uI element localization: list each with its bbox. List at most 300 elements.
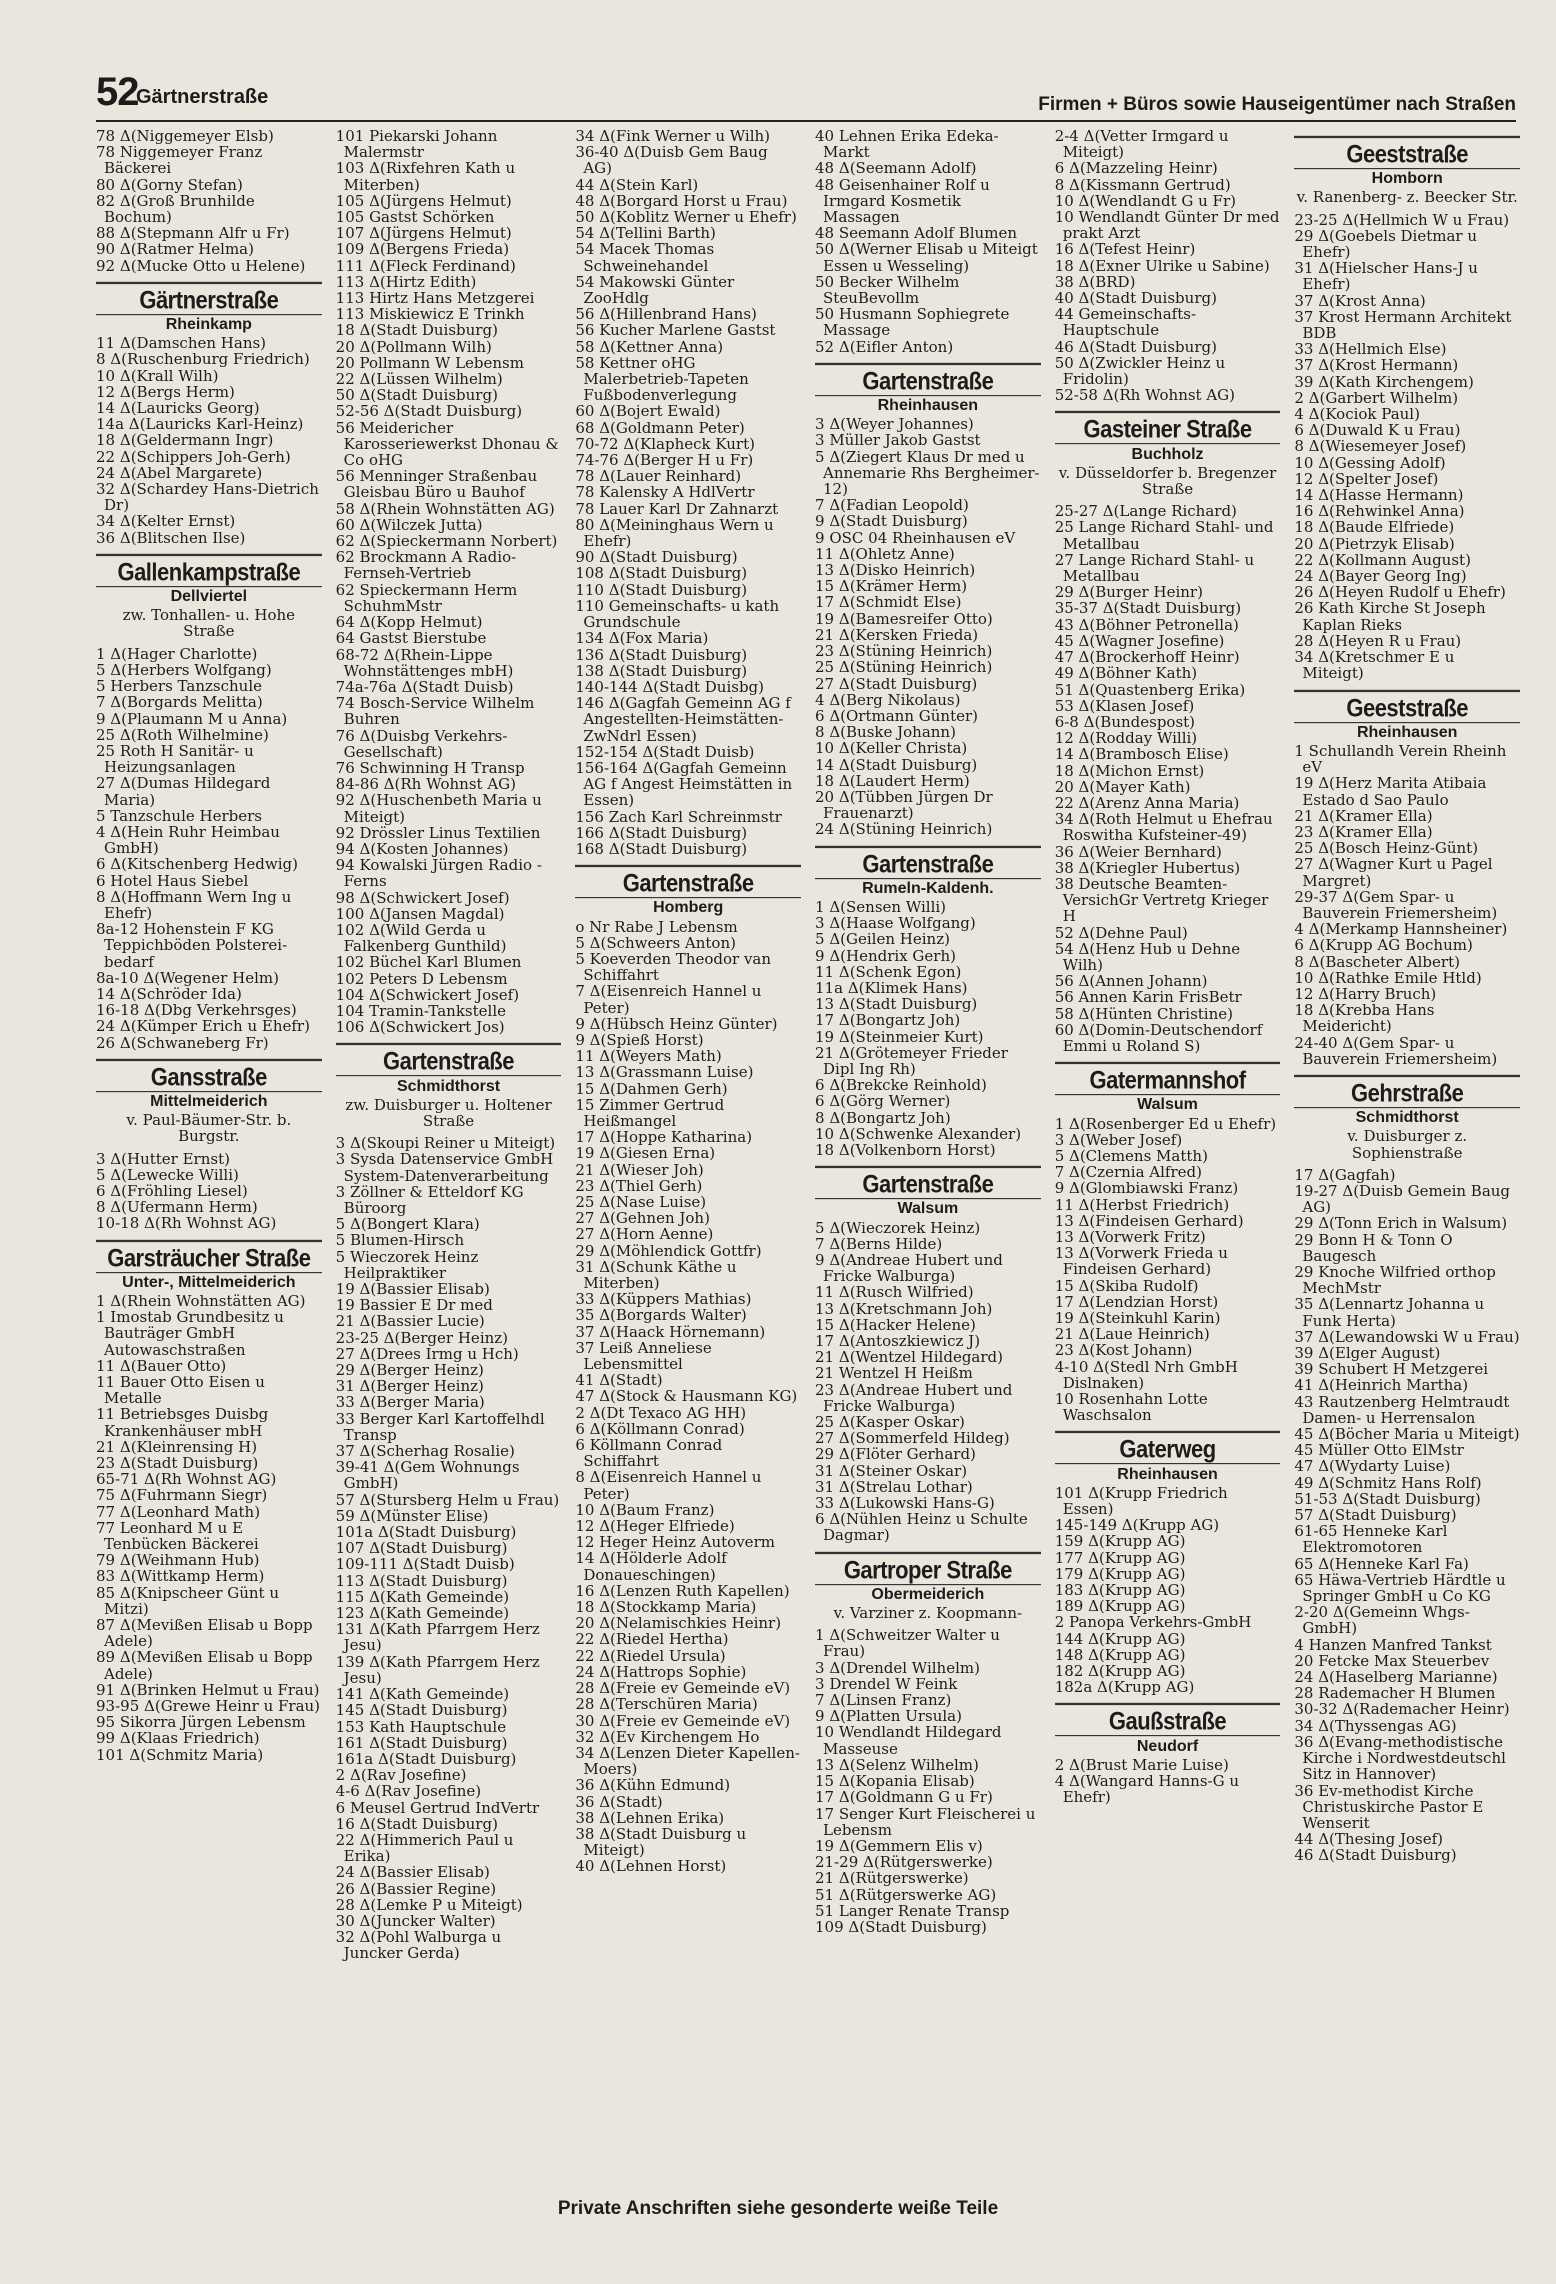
address-entry: 68 Δ(Goldmann Peter) [575, 418, 745, 437]
address-entry: 13 Δ(Vorwerk Fritz) [1054, 1228, 1206, 1246]
address-entry: 2 Δ(Brust Marie Luise) [1054, 1755, 1229, 1774]
address-entry: 60 Δ(Bojert Ewald) [575, 402, 721, 421]
address-entry: 11 Δ(Rusch Wilfried) [815, 1283, 974, 1302]
address-entry: 3 Zöllner & Etteldorf KG Büroorg [335, 1182, 524, 1217]
address-entry: 14 Δ(Hasse Hermann) [1294, 486, 1464, 505]
address-entry: 177 Δ(Krupp AG) [1054, 1548, 1186, 1567]
address-entry: 4 Δ(Kociok Paul) [1294, 405, 1420, 424]
address-entry: 37 Leiß Anneliese Lebensmittel [575, 1338, 712, 1374]
address-entry: 10-18 Δ(Rh Wohnst AG) [96, 1214, 277, 1233]
address-entry: 91 Δ(Brinken Helmut u Frau) [96, 1680, 320, 1699]
address-entry: 12 Δ(Harry Bruch) [1294, 984, 1437, 1003]
address-entry: 4 Δ(Berg Nikolaus) [815, 690, 961, 709]
address-entry: 16 Δ(Lenzen Ruth Kapellen) [575, 1581, 790, 1600]
address-entry: 24 Δ(Hattrops Sophie) [575, 1662, 747, 1681]
address-entry: 29 Δ(Flöter Gerhard) [815, 1445, 976, 1464]
address-entry: 93-95 Δ(Grewe Heinr u Frau) [96, 1697, 321, 1716]
address-entry: 21 Wentzel H Heißm [815, 1364, 973, 1383]
address-entry: 10 Δ(Gessing Adolf) [1294, 453, 1446, 472]
address-entry: 22 Δ(Riedel Hertha) [575, 1630, 729, 1649]
address-entry: 24 Δ(Haselberg Marianne) [1294, 1668, 1498, 1687]
address-entry: 10 Δ(Rathke Emile Htld) [1294, 968, 1482, 987]
address-entry: 56 Annen Karin FrisBetr [1054, 988, 1242, 1007]
address-entry: 80 Δ(Meininghaus Wern u Ehefr) [575, 515, 774, 551]
address-entry: 54 Δ(Tellini Barth) [575, 224, 716, 243]
address-entry: 49 Δ(Schmitz Hans Rolf) [1294, 1473, 1482, 1492]
address-entry: 144 Δ(Krupp AG) [1054, 1629, 1186, 1648]
address-entry: 145 Δ(Stadt Duisburg) [335, 1701, 508, 1720]
address-entry: 22 Δ(Schippers Joh-Gerh) [96, 447, 291, 466]
address-entry: 8 Δ(Bascheter Albert) [1294, 952, 1460, 971]
address-entry: 6 Δ(Fröhling Liesel) [96, 1181, 248, 1200]
address-entry: 78 Δ(Niggemeyer Elsb) [96, 128, 274, 145]
address-entry: 53 Δ(Klasen Josef) [1054, 696, 1195, 715]
address-entry: 51 Δ(Rütgerswerke AG) [815, 1885, 997, 1904]
page-header [96, 72, 1516, 122]
address-entry: 11 Δ(Schenk Egon) [815, 962, 962, 981]
address-entry: 78 Kalensky A HdlVertr [575, 483, 755, 502]
address-entry: 5 Δ(Geilen Heinz) [815, 930, 950, 949]
address-entry: 103 Δ(Rixfehren Kath u Miterben) [335, 159, 516, 194]
street-heading: Gartroper Straße [815, 1551, 1041, 1585]
address-entry: 13 Δ(Grassmann Luise) [575, 1063, 754, 1082]
address-entry: 20 Fetcke Max Steuerbev [1294, 1651, 1490, 1670]
address-entry: 101 Δ(Schmitz Maria) [96, 1745, 264, 1764]
address-entry: 38 Deutsche Beamten-VersichGr Vertretg Krieger H [1054, 874, 1269, 926]
address-entry: 39 Δ(Kath Kirchengem) [1294, 372, 1474, 391]
address-entry: 10 Wendlandt Hildegard Masseuse [815, 1723, 1002, 1758]
street-heading: Geeststraße [1294, 689, 1520, 723]
address-entry: 105 Δ(Jürgens Helmut) [335, 191, 512, 210]
address-entry: 18 Δ(Laudert Herm) [815, 771, 970, 790]
address-entry: 34 Δ(Thyssengas AG) [1294, 1716, 1457, 1735]
street-range-note: v. Duisburger z. Sophienstraße [1347, 1127, 1468, 1162]
address-entry: 9 Δ(Plaumann M u Anna) [96, 709, 288, 728]
address-entry: 31 Δ(Steiner Oskar) [815, 1461, 968, 1480]
address-entry: 156 Zach Karl Schreinmstr [575, 807, 782, 826]
address-entry: 18 Δ(Stockkamp Maria) [575, 1598, 757, 1617]
address-entry: 27 Δ(Drees Irmg u Hch) [335, 1344, 519, 1363]
address-entry: 32 Δ(Schardey Hans-Dietrich Dr) [96, 480, 319, 515]
address-entry: 11 Bauer Otto Eisen u Metalle [96, 1373, 265, 1408]
address-entry: 25 Δ(Bosch Heinz-Günt) [1294, 839, 1479, 858]
address-entry: 35-37 Δ(Stadt Duisburg) [1054, 599, 1242, 618]
address-entry: 40 Δ(Lehnen Horst) [575, 1857, 727, 1876]
address-entry: 113 Hirtz Hans Metzgerei [335, 289, 535, 308]
address-entry: 20 Δ(Tübben Jürgen Dr Frauenarzt) [815, 787, 993, 823]
column-6 [1294, 128, 1520, 2188]
address-entry: 6-8 Δ(Bundespost) [1054, 712, 1196, 731]
address-entry: 18 Δ(Baude Elfriede) [1294, 518, 1455, 537]
street-heading: Gartenstraße [815, 845, 1041, 879]
address-entry: 98 Δ(Schwickert Josef) [335, 888, 510, 907]
address-entry: 47 Δ(Wydarty Luise) [1294, 1457, 1451, 1476]
address-entry: 107 Δ(Jürgens Helmut) [335, 224, 512, 243]
address-entry: 6 Δ(Krupp AG Bochum) [1294, 936, 1473, 955]
address-entry: 6 Δ(Mazzeling Heinr) [1054, 159, 1218, 178]
address-entry: 16 Δ(Stadt Duisburg) [335, 1814, 498, 1833]
address-entry: 8a-10 Δ(Wegener Helm) [96, 968, 279, 987]
address-entry: 20 Pollmann W Lebensm [335, 353, 524, 372]
address-entry: 5 Wieczorek Heinz Heilpraktiker [335, 1247, 479, 1282]
address-entry: 11 Δ(Damschen Hans) [96, 334, 267, 353]
address-entry: 10 Wendlandt Günter Dr med prakt Arzt [1054, 208, 1280, 243]
page-number: 52 [96, 70, 139, 114]
address-entry: 57 Δ(Stursberg Helm u Frau) [335, 1490, 560, 1509]
address-entry: 74-76 Δ(Berger H u Fr) [575, 451, 754, 470]
address-entry: 17 Senger Kurt Fleischerei u Lebensm [815, 1804, 1036, 1839]
address-entry: 8 Δ(Ruschenburg Friedrich) [96, 350, 310, 369]
address-entry: 10 Rosenhahn Lotte Waschsalon [1054, 1390, 1208, 1425]
address-entry: 10 Δ(Baum Franz) [575, 1500, 715, 1519]
address-entry: 2-4 Δ(Vetter Irmgard u Miteigt) [1054, 128, 1229, 162]
address-entry: 14 Δ(Brambosch Elise) [1054, 745, 1229, 764]
address-entry: 21 Δ(Wentzel Hildegard) [815, 1348, 1003, 1367]
address-entry: 12 Heger Heinz Autoverm [575, 1533, 775, 1552]
address-entry: 44 Δ(Thesing Josef) [1294, 1830, 1443, 1849]
address-entry: 11 Δ(Herbst Friedrich) [1054, 1195, 1230, 1214]
address-entry: 179 Δ(Krupp AG) [1054, 1564, 1186, 1583]
address-entry: 21 Δ(Kersken Frieda) [815, 625, 979, 644]
address-entry: 8 Δ(Eisenreich Hannel u Peter) [575, 1468, 762, 1503]
address-entry: 3 Sysda Datenservice GmbH System-Datenverarbeitung [335, 1150, 554, 1185]
address-entry: 27 Δ(Gehnen Joh) [575, 1209, 710, 1228]
address-entry: 59 Δ(Münster Elise) [335, 1506, 489, 1525]
address-entry: 76 Δ(Duisbg Verkehrs-Gesellschaft) [335, 726, 508, 761]
running-head-title: Firmen + Büros sowie Hauseigentümer nach Straßen [1038, 94, 1516, 115]
address-entry: 29 Δ(Tonn Erich in Walsum) [1294, 1214, 1508, 1233]
address-entry: 14 Δ(Stadt Duisburg) [815, 755, 978, 774]
address-entry: 56 Meidericher Karosseriewerkst Dhonau & Co oHG [335, 418, 559, 470]
address-entry: 34 Δ(Roth Helmut u Ehefrau Roswitha Kufsteiner-49) [1054, 810, 1273, 845]
address-entry: 5 Δ(Lewecke Willi) [96, 1165, 239, 1184]
address-entry: 10 Δ(Keller Christa) [815, 739, 968, 758]
address-entry: 24 Δ(Bassier Elisab) [335, 1863, 490, 1882]
address-entry: 58 Δ(Hünten Christine) [1054, 1004, 1233, 1023]
address-entry: 8 Δ(Hoffmann Wern Ing u Ehefr) [96, 887, 292, 922]
address-entry: 6 Δ(Brekcke Reinhold) [815, 1076, 987, 1095]
street-heading: Gartenstraße [815, 1166, 1041, 1200]
address-entry: 22 Δ(Riedel Ursula) [575, 1646, 726, 1665]
address-entry: 48 Δ(Seemann Adolf) [815, 159, 977, 178]
district-heading: Obermeiderich [871, 1585, 985, 1603]
address-entry: 7 Δ(Berns Hilde) [815, 1234, 943, 1253]
address-entry: 1 Δ(Rhein Wohnstätten AG) [96, 1292, 306, 1310]
address-entry: 37 Δ(Haack Hörnemann) [575, 1322, 766, 1341]
street-heading: Gartenstraße [575, 865, 801, 899]
address-entry: 29 Δ(Goebels Dietmar u Ehefr) [1294, 226, 1478, 262]
address-entry: 77 Δ(Leonhard Math) [96, 1502, 261, 1521]
address-entry: 46 Δ(Stadt Duisburg) [1054, 337, 1217, 356]
address-entry: 1 Δ(Hager Charlotte) [96, 644, 258, 663]
address-entry: 41 Δ(Heinrich Martha) [1294, 1376, 1469, 1395]
address-entry: 31 Δ(Hielscher Hans-J u Ehefr) [1294, 259, 1478, 294]
address-entry: 5 Koeverden Theodor van Schiffahrt [575, 949, 772, 985]
address-entry: 25 Lange Richard Stahl- und Metallbau [1054, 518, 1274, 553]
address-entry: 56 Δ(Hillenbrand Hans) [575, 305, 757, 324]
address-entry: 18 Δ(Volkenborn Horst) [815, 1140, 996, 1159]
street-range-note: v. Düsseldorfer b. Bregenzer Straße [1058, 463, 1277, 499]
address-entry: 36 Ev-methodist Kirche Christuskirche Pastor E Wenserit [1294, 1781, 1484, 1832]
address-entry: 21 Δ(Wieser Joh) [575, 1160, 704, 1179]
address-entry: 19 Δ(Herz Marita Atibaia Estado d Sao Paulo [1294, 774, 1487, 809]
address-entry: 28 Rademacher H Blumen [1294, 1684, 1496, 1703]
address-entry: 5 Blumen-Hirsch [335, 1231, 465, 1250]
address-entry: 15 Δ(Kopania Elisab) [815, 1772, 975, 1791]
address-entry: 77 Leonhard M u E Tenbücken Bäckerei [96, 1518, 259, 1554]
address-entry: 68-72 Δ(Rhein-Lippe Wohnstättenges mbH) [335, 645, 514, 680]
address-entry: 24 Δ(Bayer Georg Ing) [1294, 567, 1467, 586]
address-entry: 148 Δ(Krupp AG) [1054, 1645, 1186, 1664]
district-heading: Rheinhausen [1117, 1465, 1218, 1483]
street-heading: Gasteiner Straße [1055, 411, 1281, 445]
address-entry: 110 Gemeinschafts- u kath Grundschule [575, 596, 780, 632]
street-range-note: v. Paul-Bäumer-Str. b. Burgstr. [126, 1111, 292, 1146]
address-entry: 9 Δ(Andreae Hubert und Fricke Walburga) [815, 1251, 1003, 1286]
address-entry: 50 Δ(Werner Elisab u Miteigt Essen u Wesseling) [815, 240, 1038, 275]
district-heading: Homberg [653, 899, 724, 917]
address-entry: 3 Δ(Weber Josef) [1054, 1130, 1183, 1149]
address-entry: 13 Δ(Findeisen Gerhard) [1054, 1211, 1244, 1230]
address-entry: 65-71 Δ(Rh Wohnst AG) [96, 1470, 277, 1489]
column-3 [575, 128, 801, 2188]
address-entry: 35 Δ(Borgards Walter) [575, 1306, 747, 1325]
address-entry: 108 Δ(Stadt Duisburg) [575, 564, 748, 583]
address-entry: 76 Schwinning H Transp [335, 758, 525, 777]
address-entry: 109 Δ(Stadt Duisburg) [815, 1917, 987, 1936]
address-entry: 64 Δ(Kopp Helmut) [335, 613, 483, 632]
address-entry: 17 Δ(Hoppe Katharina) [575, 1128, 753, 1147]
address-entry: 22 Δ(Himmerich Paul u Erika) [335, 1830, 514, 1866]
address-entry: 25-27 Δ(Lange Richard) [1054, 502, 1237, 521]
address-entry: 17 Δ(Gagfah) [1294, 1165, 1396, 1184]
address-entry: 52-56 Δ(Stadt Duisburg) [335, 402, 523, 421]
address-entry: 14 Δ(Schröder Ida) [96, 984, 242, 1003]
address-entry: 23 Δ(Stüning Heinrich) [815, 642, 993, 661]
address-entry: 21 Δ(Rütgerswerke) [815, 1869, 969, 1888]
address-entry: 23 Δ(Kost Johann) [1054, 1341, 1193, 1360]
district-heading: Walsum [897, 1200, 959, 1218]
address-entry: 74a-76a Δ(Stadt Duisb) [335, 677, 514, 696]
footer-note: Private Anschriften siehe gesonderte weiße Teile [557, 2198, 999, 2219]
address-entry: 3 Δ(Drendel Wilhelm) [815, 1658, 980, 1677]
address-entry: 34 Δ(Kretschmer E u Miteigt) [1294, 648, 1455, 683]
address-entry: 84-86 Δ(Rh Wohnst AG) [335, 775, 517, 794]
address-entry: 36 Δ(Blitschen Ilse) [96, 528, 246, 547]
address-entry: 161a Δ(Stadt Duisburg) [335, 1749, 517, 1768]
address-entry: 28 Δ(Freie ev Gemeinde eV) [575, 1679, 791, 1698]
address-entry: 88 Δ(Stepmann Alfr u Fr) [96, 224, 290, 243]
address-entry: 15 Δ(Skiba Rudolf) [1054, 1276, 1199, 1295]
address-entry: 20 Δ(Nelamischkies Heinr) [575, 1614, 782, 1633]
address-entry: 21 Δ(Kramer Ella) [1294, 806, 1433, 825]
address-entry: 139 Δ(Kath Pfarrgem Herz Jesu) [335, 1652, 540, 1687]
address-entry: 52 Δ(Dehne Paul) [1054, 923, 1188, 942]
street-heading: Gärtnerstraße [96, 282, 322, 316]
address-entry: 62 Δ(Spieckermann Norbert) [335, 532, 558, 551]
address-entry: 113 Δ(Hirtz Edith) [335, 272, 477, 291]
street-heading: Gatermannshof [1055, 1062, 1281, 1096]
address-entry: 7 Δ(Czernia Alfred) [1054, 1163, 1202, 1182]
address-entry: 109 Δ(Bergens Frieda) [335, 240, 510, 259]
address-entry: 95 Sikorra Jürgen Lebensm [96, 1713, 306, 1732]
address-entry: 6 Köllmann Conrad Schiffahrt [575, 1436, 723, 1471]
address-entry: 15 Δ(Krämer Herm) [815, 577, 968, 596]
address-entry: 5 Δ(Schweers Anton) [575, 933, 736, 952]
address-entry: 15 Δ(Dahmen Gerh) [575, 1079, 728, 1098]
address-entry: 161 Δ(Stadt Duisburg) [335, 1733, 508, 1752]
address-entry: 189 Δ(Krupp AG) [1054, 1597, 1186, 1616]
district-heading: Unter-, Mittelmeiderich [122, 1273, 296, 1291]
address-entry: 36-40 Δ(Duisb Gem Baug AG) [575, 143, 768, 178]
address-entry: 153 Kath Hauptschule [335, 1717, 507, 1736]
address-entry: 12 Δ(Heger Elfriede) [575, 1517, 735, 1536]
address-entry: 18 Δ(Stadt Duisburg) [335, 321, 498, 340]
district-heading: Schmidthorst [1355, 1109, 1459, 1127]
address-entry: 74 Bosch-Service Wilhelm Buhren [335, 694, 535, 729]
street-heading: Gansstraße [96, 1059, 322, 1093]
address-entry: 21 Δ(Grötemeyer Frieder Dipl Ing Rh) [815, 1043, 1008, 1078]
address-entry: 28 Δ(Heyen R u Frau) [1294, 631, 1462, 650]
address-entry: 18 Δ(Exner Ulrike u Sabine) [1054, 256, 1270, 275]
address-entry: 5 Δ(Clemens Matth) [1054, 1146, 1208, 1165]
address-entry: 43 Δ(Böhner Petronella) [1054, 615, 1239, 634]
address-entry: 19 Bassier E Dr med [335, 1296, 493, 1315]
address-entry: 16 Δ(Tefest Heinr) [1054, 240, 1196, 259]
directory-columns [96, 128, 1520, 2188]
address-entry: 45 Müller Otto ElMstr [1294, 1441, 1464, 1460]
address-entry: 12 Δ(Rodday Willi) [1054, 729, 1198, 748]
address-entry: 22 Δ(Lüssen Wilhelm) [335, 370, 503, 389]
address-entry: 30-32 Δ(Rademacher Heinr) [1294, 1700, 1510, 1719]
address-entry: 6 Meusel Gertrud IndVertr [335, 1798, 540, 1817]
address-entry: 45 Δ(Wagner Josefine) [1054, 631, 1225, 650]
address-entry: 104 Tramin-Tankstelle [335, 1001, 507, 1020]
street-heading: Geeststraße [1294, 136, 1520, 170]
street-heading: Gehrstraße [1294, 1075, 1520, 1109]
address-entry: 104 Δ(Schwickert Josef) [335, 985, 520, 1004]
address-entry: 38 Δ(Stadt Duisburg u Miteigt) [575, 1824, 747, 1860]
address-entry: 39 Schubert H Metzgerei [1294, 1360, 1488, 1379]
address-entry: 29 Bonn H & Tonn O Baugesch [1294, 1230, 1453, 1265]
address-entry: 11a Δ(Klimek Hans) [815, 978, 968, 997]
address-entry: 62 Brockmann A Radio-Fernseh-Vertrieb [335, 548, 517, 583]
address-entry: 13 Δ(Vorwerk Frieda u Findeisen Gerhard) [1054, 1244, 1228, 1279]
address-entry: 51 Langer Renate Transp [815, 1901, 1010, 1920]
address-entry: 24-40 Δ(Gem Spar- u Bauverein Friemersheim) [1294, 1033, 1498, 1068]
address-entry: 146 Δ(Gagfah Gemeinn AG f Angestellten-Heimstätten-ZwNdrl Essen) [575, 694, 791, 745]
address-entry: 5 Δ(Wieczorek Heinz) [815, 1218, 981, 1237]
address-entry: 45 Δ(Böcher Maria u Miteigt) [1294, 1425, 1520, 1444]
address-entry: 52-58 Δ(Rh Wohnst AG) [1054, 386, 1236, 405]
address-entry: 8 Δ(Wiesemeyer Josef) [1294, 437, 1467, 456]
address-entry: 9 Δ(Spieß Horst) [575, 1030, 704, 1049]
address-entry: 5 Herbers Tanzschule [96, 677, 262, 696]
address-entry: 5 Δ(Bongert Klara) [335, 1215, 480, 1234]
address-entry: 27 Δ(Dumas Hildegard Maria) [96, 774, 271, 809]
address-entry: 79 Δ(Weihmann Hub) [96, 1551, 260, 1570]
address-entry: 26 Δ(Schwaneberg Fr) [96, 1033, 269, 1052]
address-entry: 10 Δ(Wendlandt G u Fr) [1054, 191, 1236, 210]
address-entry: 49 Δ(Böhner Kath) [1054, 664, 1198, 683]
address-entry: 48 Δ(Borgard Horst u Frau) [575, 191, 788, 210]
address-entry: 1 Schullandh Verein Rheinh eV [1294, 741, 1507, 777]
address-entry: 3 Δ(Weyer Johannes) [815, 415, 974, 434]
address-entry: 106 Δ(Schwickert Jos) [335, 1018, 505, 1037]
address-entry: 7 Δ(Linsen Franz) [815, 1691, 952, 1710]
street-heading: Gallenkampstraße [96, 554, 322, 588]
address-entry: 9 Δ(Glombiawski Franz) [1054, 1179, 1239, 1198]
address-entry: 17 Δ(Goldmann G u Fr) [815, 1788, 993, 1807]
address-entry: 50 Δ(Koblitz Werner u Ehefr) [575, 208, 797, 227]
address-entry: 11 Δ(Ohletz Anne) [815, 544, 955, 563]
address-entry: 57 Δ(Stadt Duisburg) [1294, 1506, 1457, 1525]
address-entry: 60 Δ(Wilczek Jutta) [335, 515, 483, 534]
address-entry: 8 Δ(Ufermann Herm) [96, 1198, 258, 1217]
address-entry: 61-65 Henneke Karl Elektromotoren [1294, 1522, 1448, 1557]
address-entry: 14 Δ(Hölderle Adolf Donaueschingen) [575, 1549, 727, 1584]
address-entry: 29 Knoche Wilfried orthop MechMstr [1294, 1263, 1496, 1298]
address-entry: 13 Δ(Stadt Duisburg) [815, 995, 978, 1014]
address-entry: 27 Δ(Stadt Duisburg) [815, 674, 978, 693]
address-entry: 11 Betriebsges Duisbg Krankenhäuser mbH [96, 1405, 269, 1440]
address-entry: 75 Δ(Fuhrmann Siegr) [96, 1486, 268, 1505]
address-entry: 33 Δ(Lukowski Hans-G) [815, 1494, 995, 1513]
address-entry: 17 Δ(Antoszkiewicz J) [815, 1332, 981, 1351]
address-entry: 140-144 Δ(Stadt Duisbg) [575, 677, 765, 696]
district-heading: Homborn [1371, 170, 1443, 188]
address-entry: 80 Δ(Gorny Stefan) [96, 175, 243, 194]
address-entry: 6 Δ(Nühlen Heinz u Schulte Dagmar) [815, 1510, 1028, 1545]
address-entry: 19 Δ(Steinkuhl Karin) [1054, 1309, 1221, 1328]
address-entry: 19 Δ(Bassier Elisab) [335, 1280, 490, 1299]
address-entry: 17 Δ(Lendzian Horst) [1054, 1292, 1219, 1311]
address-entry: 10 Δ(Krall Wilh) [96, 366, 219, 385]
address-entry: 31 Δ(Berger Heinz) [335, 1377, 484, 1396]
address-entry: 39-41 Δ(Gem Wohnungs GmbH) [335, 1458, 520, 1493]
address-entry: 19-27 Δ(Duisb Gemein Baug AG) [1294, 1181, 1511, 1217]
district-heading: Rheinhausen [877, 397, 979, 415]
district-heading: Neudorf [1136, 1737, 1199, 1755]
address-entry: 41 Δ(Stadt) [575, 1371, 663, 1390]
address-entry: 12 Δ(Spelter Josef) [1294, 469, 1439, 488]
address-entry: 87 Δ(Mevißen Elisab u Bopp Adele) [96, 1616, 313, 1651]
address-entry: 48 Seemann Adolf Blumen [815, 224, 1017, 243]
address-entry: 131 Δ(Kath Pfarrgem Herz Jesu) [335, 1620, 540, 1655]
address-entry: 34 Δ(Lenzen Dieter Kapellen-Moers) [575, 1743, 800, 1779]
address-entry: 141 Δ(Kath Gemeinde) [335, 1685, 510, 1704]
address-entry: 54 Makowski Günter ZooHdlg [575, 272, 735, 308]
address-entry: 4-6 Δ(Rav Josefine) [335, 1782, 482, 1801]
address-entry: 27 Δ(Horn Aenne) [575, 1225, 714, 1244]
address-entry: 168 Δ(Stadt Duisburg) [575, 839, 748, 858]
address-entry: 136 Δ(Stadt Duisburg) [575, 645, 748, 664]
address-entry: 6 Δ(Duwald K u Frau) [1294, 421, 1461, 440]
address-entry: 58 Δ(Kettner Anna) [575, 337, 724, 356]
address-entry: 29 Δ(Möhlendick Gottfr) [575, 1241, 762, 1260]
address-entry: 78 Niggemeyer Franz Bäckerei [96, 143, 263, 178]
address-entry: 82 Δ(Groß Brunhilde Bochum) [96, 191, 255, 227]
address-entry: 3 Müller Jakob Gastst [815, 431, 981, 450]
address-entry: 29 Δ(Berger Heinz) [335, 1361, 484, 1380]
address-entry: 5 Tanzschule Herbers [96, 806, 262, 825]
address-entry: 15 Zimmer Gertrud Heißmangel [575, 1095, 725, 1130]
address-entry: 90 Δ(Ratmer Helma) [96, 240, 254, 259]
address-entry: 40 Lehnen Erika Edeka-Markt [815, 128, 999, 162]
address-entry: 8 Δ(Kissmann Gertrud) [1054, 175, 1231, 194]
address-entry: 12 Δ(Bergs Herm) [96, 382, 235, 401]
address-entry: 43 Rautzenberg Helmtraudt Damen- u Herrensalon [1294, 1392, 1510, 1427]
